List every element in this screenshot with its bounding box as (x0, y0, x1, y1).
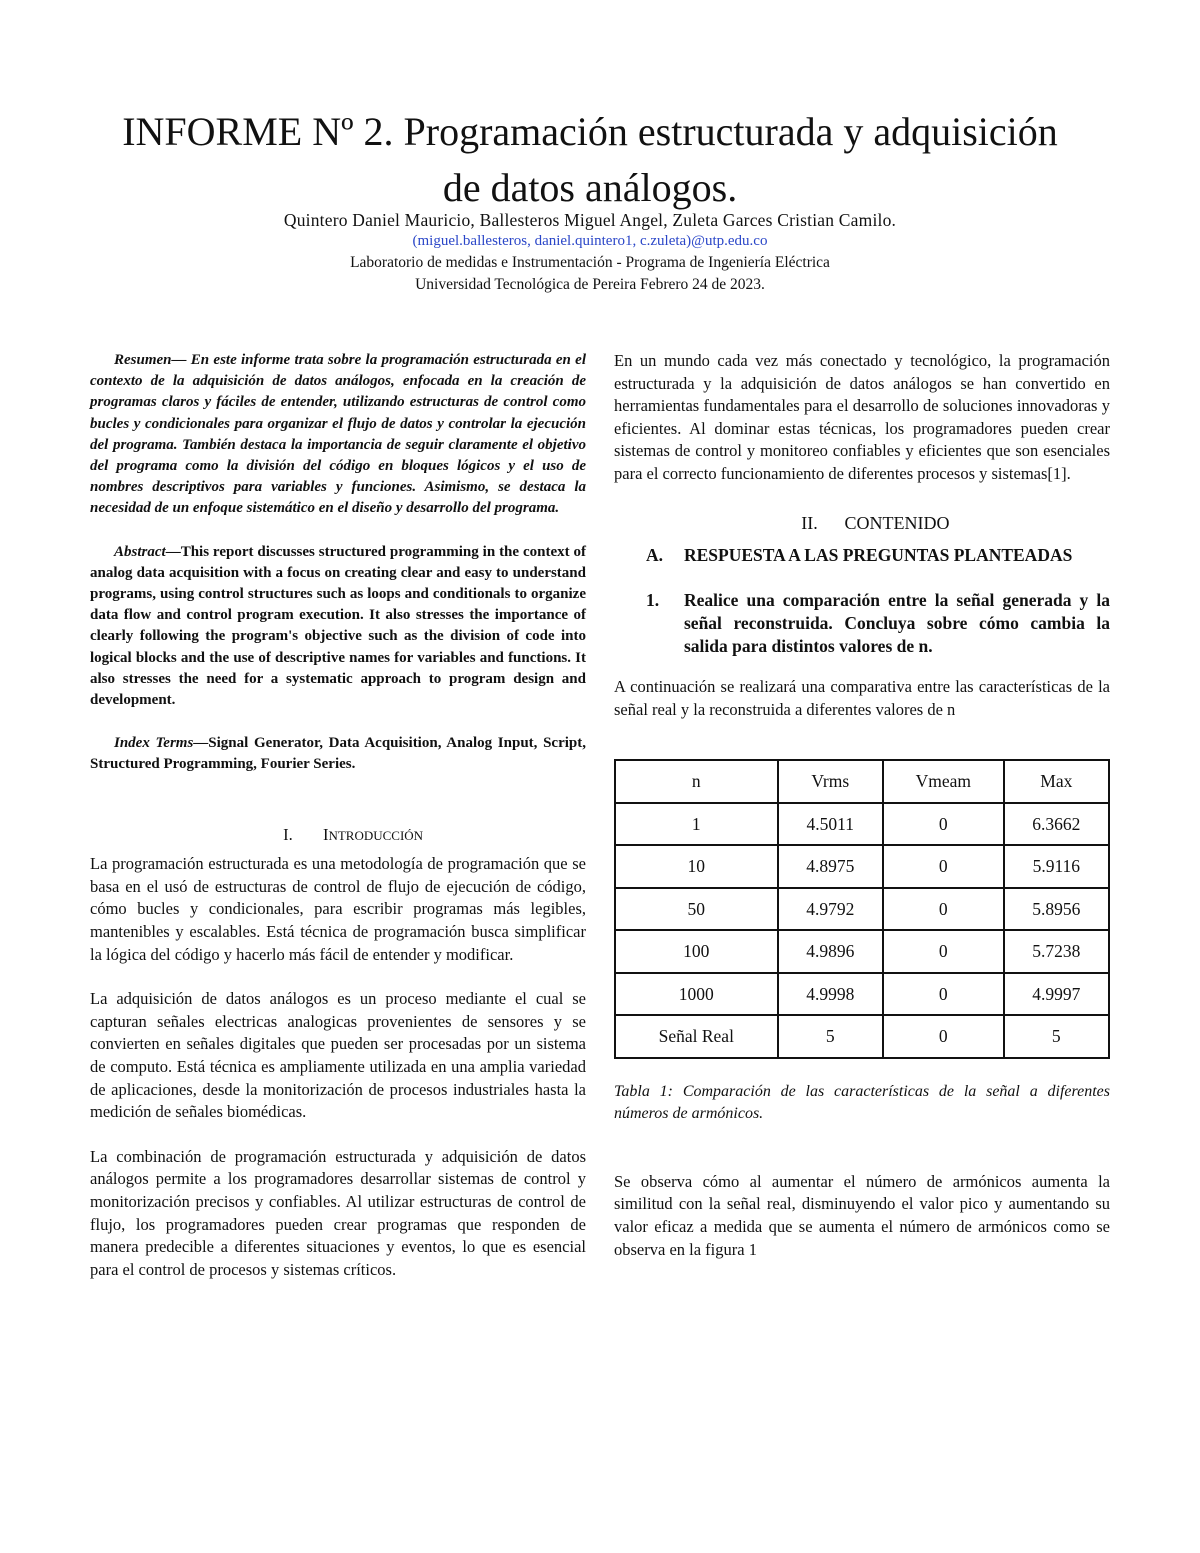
table-cell: Señal Real (615, 1015, 778, 1058)
table-cell: 5.9116 (1004, 845, 1109, 888)
table-cell: 0 (883, 845, 1004, 888)
right-intro-paragraph: En un mundo cada vez más conectado y tecnológico, la programación estructurada y la adquisición de datos análogos se han convertido en herramientas fundamentales para el desarrollo de soluciones innovadoras y eficientes. Al dominar estas técnicas, los programadores pueden crear sistemas de control y monitoreo confiables y eficientes que son esenciales para el correcto funcionamiento de diferentes procesos y sistemas[1]. (614, 351, 1110, 483)
left-column (90, 350, 586, 1281)
table-cell: 6.3662 (1004, 803, 1109, 846)
table-header-cell: Vmeam (883, 760, 1004, 803)
university-date-line: Universidad Tecnológica de Pereira Febrero 24 de 2023. (415, 276, 765, 293)
table-cell: 0 (883, 973, 1004, 1016)
section-title-rest: NTRODUCCIÓN (328, 827, 424, 843)
index-terms-lead: Index Terms (114, 735, 194, 752)
table-cell: 0 (883, 888, 1004, 931)
question-title: Realice una comparación entre la señal generada y la señal reconstruida. Concluya sobre cómo cambia la salida para distintos valores de n. (684, 590, 1110, 657)
table-header-cell: n (615, 760, 778, 803)
table-cell: 4.9997 (1004, 973, 1109, 1016)
subsection-title: RESPUESTA A LAS PREGUNTAS PLANTEADAS (684, 545, 1073, 566)
results-table (614, 759, 1110, 1059)
table-header-row (615, 760, 1109, 803)
table-row (615, 888, 1109, 931)
resumen-paragraph (90, 350, 586, 520)
abstract-paragraph (90, 542, 586, 712)
table-row (615, 845, 1109, 888)
table-row (615, 930, 1109, 973)
intro-paragraph-2: La adquisición de datos análogos es un proceso mediante el cual se capturan señales electricas analogicas provenientes de sensores y se convierten en señales digitales que pueden ser procesadas por un sistema de computo. Está técnica es ampliamente utilizada en una amplia variedad de aplicaciones, desde la monitorización de procesos industriales hasta la medición de señales biomédicas. (90, 989, 586, 1122)
index-terms-paragraph (90, 733, 586, 775)
abstract-lead: Abstract (114, 543, 166, 560)
table-cell: 5 (778, 1015, 883, 1058)
table-cell: 1 (615, 803, 778, 846)
table-cell: 4.9998 (778, 973, 883, 1016)
section-heading-contenido (614, 512, 1110, 535)
section-title: CONTENIDO (844, 512, 950, 533)
intro-paragraph-1: La programación estructurada es una metodología de programación que se basa en el usó de estructuras de control de flujo de ejecución de código, cómo bucles y condicionales, para escribir programas más legibles, mantenibles y escalables. Está técnica de programación busca simplificar la lógica del código y hacerlo más fácil de entender y modificar. (90, 854, 586, 964)
table-cell: 4.5011 (778, 803, 883, 846)
resumen-lead: Resumen— (114, 352, 187, 368)
table-header-cell: Max (1004, 760, 1109, 803)
table-row (615, 973, 1109, 1016)
question-label: 1. (646, 590, 660, 611)
table-caption: Tabla 1: Comparación de las características de la señal a diferentes números de armónicos. (614, 1082, 1110, 1122)
right-column (614, 350, 1110, 1261)
table-cell: 10 (615, 845, 778, 888)
abstract-body: —This report discusses structured programming in the context of analog data acquisition with a focus on creating clear and easy to understand programs, using control structures such as loops and conditionals to organize data flow and control program execution. It also stresses the importance of clearly following the program's objective such as the division of code into logical blocks and the use of descriptive names for variables and functions. It also stresses the need for a systematic approach to program design and development. (90, 543, 586, 709)
table-cell: 5.8956 (1004, 888, 1109, 931)
table-cell: 100 (615, 930, 778, 973)
emails-line[interactable]: (miguel.ballesteros, daniel.quintero1, c.zuleta)@utp.edu.co (412, 233, 768, 249)
section-title-initial: I (322, 824, 329, 844)
table-cell: 5.7238 (1004, 930, 1109, 973)
table-cell: 4.9896 (778, 930, 883, 973)
table-row (615, 803, 1109, 846)
affiliation-line: Laboratorio de medidas e Instrumentación - Programa de Ingeniería Eléctrica (350, 254, 830, 271)
paper-title: INFORME Nº 2. Programación estructurada y adquisición de datos análogos. (122, 109, 1058, 210)
paragraph-before-table: A continuación se realizará una comparativa entre las características de la señal real y la reconstruida a diferentes valores de n (614, 677, 1110, 719)
paragraph-after-table: Se observa cómo al aumentar el número de armónicos aumenta la similitud con la señal real, disminuyendo el valor pico y aumentando su valor eficaz a medida que se aumenta el número de armónicos como se observa en la figura 1 (614, 1171, 1110, 1259)
table-cell: 5 (1004, 1015, 1109, 1058)
section-heading-introduccion (90, 824, 586, 848)
authors-line: Quintero Daniel Mauricio, Ballesteros Miguel Angel, Zuleta Garces Cristian Camilo. (283, 210, 897, 230)
table-row (615, 1015, 1109, 1058)
table-cell: 0 (883, 1015, 1004, 1058)
table-cell: 4.9792 (778, 888, 883, 931)
table-cell: 1000 (615, 973, 778, 1016)
subsection-heading-a (614, 544, 1110, 567)
intro-paragraph-3: La combinación de programación estructurada y adquisición de datos análogos permite a los programadores desarrollar sistemas de control y monitorización precisos y confiables. Al utilizar estructuras de control de flujo, los programadores pueden crear programas que responden de manera predecible a diferentes situaciones y eventos, lo que es esencial para el control de procesos y sistemas críticos. (90, 1146, 586, 1279)
table-cell: 4.8975 (778, 845, 883, 888)
table-cell: 0 (883, 803, 1004, 846)
table-header-cell: Vrms (778, 760, 883, 803)
resumen-body: En este informe trata sobre la programación estructurada en el contexto de la adquisición de datos análogos, enfocada en la creación de programas claros y fáciles de entender, utilizando estructuras de control como bucles y condicionales para organizar el flujo de datos y controlar la ejecución del programa. También destaca la importancia de seguir claramente el objetivo del programa como la división del código en bloques lógicos y el uso de nombres descriptivos para variables y funciones. Asimismo, se destaca la necesidad de un enfoque sistemático en el diseño y desarrollo del programa. (90, 352, 586, 517)
index-terms-body: —Signal Generator, Data Acquisition, Analog Input, Script, Structured Programming, Fourier Series. (90, 735, 586, 773)
table-cell: 50 (615, 888, 778, 931)
question-heading-1 (614, 589, 1110, 658)
section-number: I. (283, 824, 293, 844)
section-number: II. (801, 512, 818, 533)
subsection-label: A. (646, 545, 664, 566)
table-cell: 0 (883, 930, 1004, 973)
